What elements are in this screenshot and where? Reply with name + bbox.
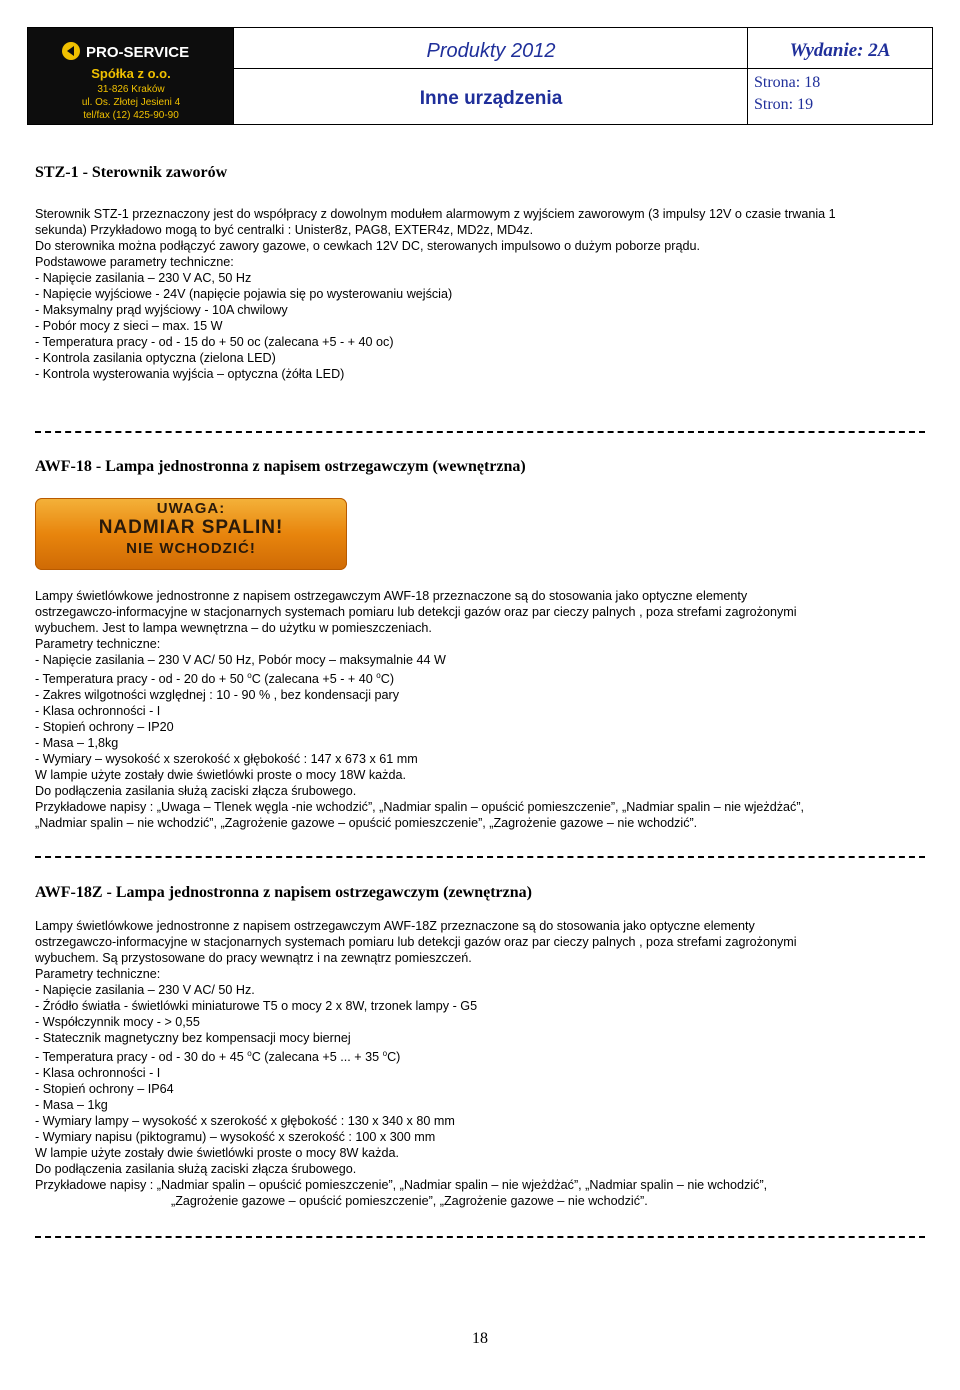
lamp-warning-image — [35, 498, 347, 570]
text-line: - Napięcie zasilania – 230 V AC/ 50 Hz, Pobór mocy – maksymalnie 44 W — [35, 653, 446, 667]
section-name: Inne urządzenia — [419, 88, 563, 109]
text-line: - Klasa ochronności - I — [35, 1066, 161, 1081]
text-line: „Nadmiar spalin – nie wchodzić”, „Zagrożenie gazowe – opuścić pomieszczenie”, „Zagrożenie gazowe – nie wchodzić”. — [35, 816, 698, 831]
text-line: Parametry techniczne: — [35, 637, 161, 651]
page-header — [27, 27, 933, 125]
page-number: 18 — [472, 1330, 488, 1347]
text-line: - Pobór mocy z sieci – max. 15 W — [35, 319, 223, 333]
text-line: - Wymiary napisu (piktogramu) – wysokość x szerokość : 100 x 300 mm — [35, 1130, 436, 1145]
text-line: Lampy świetlówkowe jednostronne z napisem ostrzegawczym AWF-18Z przeznaczone są do stosowania jako optyczne elementy — [35, 919, 755, 933]
temperature-line: - Temperatura pracy - od - 20 do + 50 $^o$C (zalecana +5 - + 40 $^o$C) — [35, 671, 395, 687]
text-line: W lampie użyte zostały dwie świetlówki proste o mocy 8W każda. — [35, 1146, 399, 1161]
text-line: - Klasa ochronności - I — [35, 704, 161, 719]
text-line: Parametry techniczne: — [35, 967, 161, 981]
awf18-title: AWF-18 - Lampa jednostronna z napisem ostrzegawczym (wewnętrzna) — [35, 458, 526, 475]
text-line: wybuchem. Są przystosowane do pracy wewnątrz i na zewnątrz pomieszczeń. — [35, 951, 472, 965]
text-line: W lampie użyte zostały dwie świetlówki proste o mocy 18W każda. — [35, 768, 406, 783]
header-right — [748, 28, 932, 124]
text-line: Do podłączenia zasilania służą zaciski złącza śrubowego. — [35, 1162, 357, 1177]
company-logo — [28, 28, 234, 124]
company-sub: Spółka z o.o. — [91, 66, 171, 81]
text-line: - Źródło światła - świetlówki miniaturowe T5 o mocy 2 x 8W, trzonek lampy - G5 — [35, 999, 478, 1013]
text-line: - Napięcie zasilania – 230 V AC/ 50 Hz. — [35, 983, 255, 997]
text-line: - Współczynnik mocy - > 0,55 — [35, 1015, 200, 1029]
text-line: wybuchem. Jest to lampa wewnętrzna – do użytku w pomieszczeniach. — [35, 621, 432, 635]
stz-description — [35, 206, 930, 382]
company-street: ul. Os. Złotej Jesieni 4 — [81, 97, 181, 108]
text-line: Do podłączenia zasilania służą zaciski złącza śrubowego. — [35, 784, 357, 799]
text-line: - Kontrola zasilania optyczna (zielona LED) — [35, 351, 276, 365]
text-line: Przykładowe napisy : „Uwaga – Tlenek węgla -nie wchodzić”, „Nadmiar spalin – opuścić pomieszczenie”, „Nadmiar spalin – nie wjeżdżać”, — [35, 800, 805, 815]
pages-label: Stron: 19 — [754, 96, 814, 113]
text-line: Do sterownika można podłączyć zawory gazowe, o cewkach 12V DC, sterowanych impulsowo o dużym poborze prądu. — [35, 239, 700, 253]
text-line: - Kontrola wysterowania wyjścia – optyczna (żółta LED) — [35, 367, 345, 381]
page-label: Strona: 18 — [754, 74, 821, 91]
product-title: Produkty 2012 — [426, 40, 556, 62]
text-line: - Napięcie wyjściowe - 24V (napięcie pojawia się po wysterowaniu wejścia) — [35, 287, 453, 301]
text-line: - Stopień ochrony – IP20 — [35, 720, 174, 735]
header-center — [234, 28, 748, 124]
lamp-text-line: NIE WCHODZIĆ! — [126, 540, 256, 557]
section-divider — [35, 856, 925, 858]
text-line: - Temperatura pracy - od - 15 do + 50 oc (zalecana +5 - + 40 oc) — [35, 335, 394, 349]
text-line: Lampy świetlówkowe jednostronne z napisem ostrzegawczym AWF-18 przeznaczone są do stosowania jako optyczne elementy — [35, 589, 748, 603]
text-line: ostrzegawczo-informacyjne w stacjonarnych systemach pomiaru lub detekcji gazów oraz par cieczy palnych , poza strefami zagrożonymi — [35, 935, 797, 949]
text-line: - Zakres wilgotności względnej : 10 - 90 % , bez kondensacji pary — [35, 688, 399, 703]
stz-title: STZ-1 - Sterownik zaworów — [35, 164, 228, 181]
logo-arrow-icon — [62, 42, 80, 60]
section-divider — [35, 431, 925, 433]
text-line: Podstawowe parametry techniczne: — [35, 255, 234, 269]
text-line: sekunda) Przykładowo mogą to być centralki : Unister8z, PAG8, EXTER4z, MD2z, MD4z. — [35, 223, 534, 237]
text-line: - Masa – 1,8kg — [35, 736, 119, 751]
company-city: 31-826 Kraków — [97, 84, 165, 95]
text-line: Sterownik STZ-1 przeznaczony jest do współpracy z dowolnym modułem alarmowym z wyjściem zaworowym (3 impulsy 12V o czasie trwania 1 — [35, 207, 836, 221]
awf18z-title: AWF-18Z - Lampa jednostronna z napisem ostrzegawczym (zewnętrzna) — [35, 884, 532, 901]
text-line: Przykładowe napisy : „Nadmiar spalin – opuścić pomieszczenie”, „Nadmiar spalin – nie wjeżdżać”, „Nadmiar spalin – nie wchodzić”, — [35, 1178, 768, 1193]
text-line: - Statecznik magnetyczny bez kompensacji mocy biernej — [35, 1031, 351, 1045]
text-line: - Stopień ochrony – IP64 — [35, 1082, 174, 1097]
edition: Wydanie: 2A — [789, 40, 891, 61]
company-phone: tel/fax (12) 425-90-90 — [83, 110, 179, 121]
text-line: - Maksymalny prąd wyjściowy - 10A chwilowy — [35, 303, 288, 317]
lamp-text-line: UWAGA: — [156, 500, 226, 517]
section-divider — [35, 1236, 925, 1238]
text-line: - Wymiary – wysokość x szerokość x głębokość : 147 x 673 x 61 mm — [35, 752, 418, 767]
temperature-line: - Temperatura pracy - od - 30 do + 45 $^o$C (zalecana +5 ... + 35 $^o$C) — [35, 1049, 401, 1065]
awf18-description — [35, 588, 930, 831]
awf18z-description — [35, 918, 930, 1209]
text-line: „Zagrożenie gazowe – opuścić pomieszczenie”, „Zagrożenie gazowe – nie wchodzić”. — [171, 1194, 648, 1209]
text-line: ostrzegawczo-informacyjne w stacjonarnych systemach pomiaru lub detekcji gazów oraz par cieczy palnych , poza strefami zagrożonymi — [35, 605, 797, 619]
company-name: PRO-SERVICE — [86, 44, 190, 61]
lamp-text-line: NADMIAR SPALIN! — [98, 517, 284, 538]
text-line: - Wymiary lampy – wysokość x szerokość x głębokość : 130 x 340 x 80 mm — [35, 1114, 455, 1129]
text-line: - Napięcie zasilania – 230 V AC, 50 Hz — [35, 271, 252, 285]
text-line: - Masa – 1kg — [35, 1098, 108, 1113]
